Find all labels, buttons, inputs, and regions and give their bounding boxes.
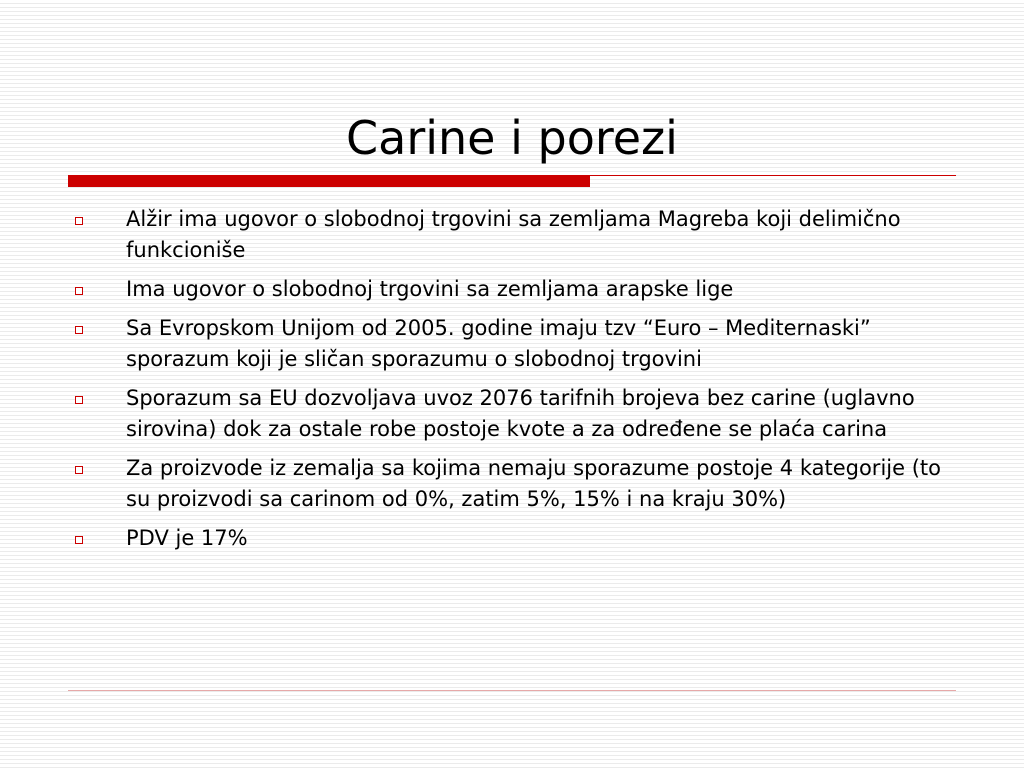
bullet-text: Ima ugovor o slobodnoj trgovini sa zemljama arapske lige [126,277,734,301]
bullet-item [70,313,956,375]
bullet-item [70,204,956,266]
bottom-divider [68,690,956,691]
bullet-item [70,383,956,445]
hollow-square-bullet-icon [75,287,83,295]
hollow-square-bullet-icon [75,536,83,544]
bullet-item [70,453,956,515]
bullet-text: Za proizvode iz zemalja sa kojima nemaju sporazume postoje 4 kategorije (to su proizvodi sa carinom od 0%, zatim 5%, 15% i na kraju 30%) [126,456,941,511]
slide-title: Carine i porezi [346,111,678,165]
title-underline [68,175,956,187]
hollow-square-bullet-icon [75,217,83,225]
bullet-text: Alžir ima ugovor o slobodnoj trgovini sa zemljama Magreba koji delimično funkcioniše [126,207,901,262]
bullet-item [70,523,956,554]
title-underline-thin [590,175,956,176]
bullet-item [70,274,956,305]
hollow-square-bullet-icon [75,326,83,334]
bullet-text: PDV je 17% [126,526,248,550]
hollow-square-bullet-icon [75,466,83,474]
bullet-list [70,204,956,562]
title-underline-thick [68,175,590,187]
bullet-text: Sa Evropskom Unijom od 2005. godine imaju tzv “Euro – Mediternaski” sporazum koji je sličan sporazumu o slobodnoj trgovini [126,316,871,371]
bullet-text: Sporazum sa EU dozvoljava uvoz 2076 tarifnih brojeva bez carine (uglavno sirovina) dok za ostale robe postoje kvote a za određene se plaća carina [126,386,915,441]
hollow-square-bullet-icon [75,396,83,404]
